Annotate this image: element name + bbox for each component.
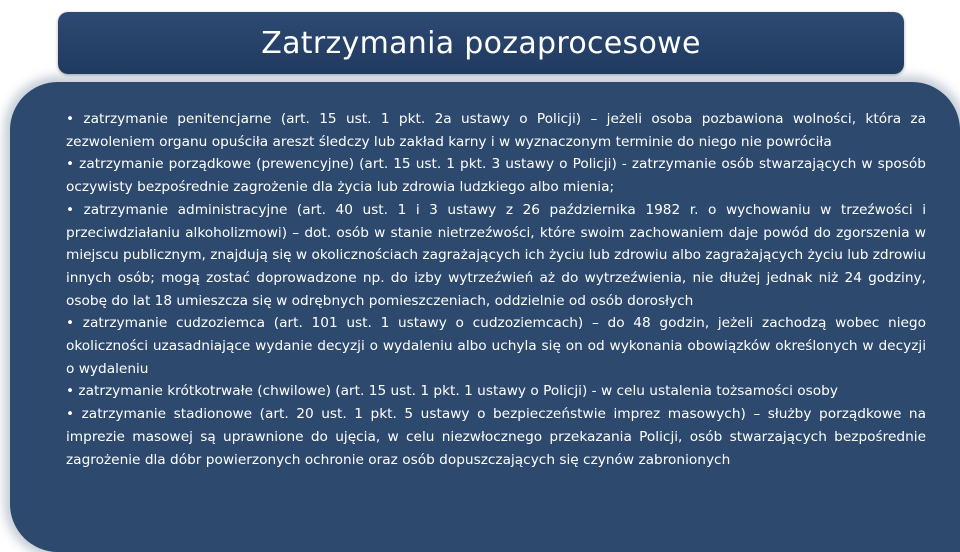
title-bar <box>58 12 904 74</box>
paragraph-zatrzymanie-cudzoziemca: • zatrzymanie cudzoziemca (art. 101 ust. 1 ustawy o cudzoziemcach) – do 48 godzin, jeżeli zachodzą wobec niego okoliczności uzasadniające wydanie decyzji o wydaleniu albo uchyla się on od wykonania obowiązków określonych w decyzji o wydaleniu <box>66 315 926 377</box>
paragraph-zatrzymanie-porzadkowe: • zatrzymanie porządkowe (prewencyjne) (art. 15 ust. 1 pkt. 3 ustawy o Policji) - zatrzymanie osób stwarzających w sposób oczywisty bezpośrednie zagrożenie dla życia lub zdrowia ludzkiego albo mienia; <box>66 156 926 196</box>
paragraph-zatrzymanie-administracyjne: • zatrzymanie administracyjne (art. 40 ust. 1 i 3 ustawy z 26 października 1982 r. o wychowaniu w trzeźwości i przeciwdziałaniu alkoholizmowi) – dot. osób w stanie nietrzeźwości, które swoim zachowaniem daje powód do zgorszenia w miejscu publicznym, znajdują się w okolicznościach zagrażających ich życiu lub zdrowiu albo zagrażających życiu lub zdrowiu innych osób; mogą zostać doprowadzone np. do izby wytrzeźwień aż do wytrzeźwienia, nie dłużej jednak niż 24 godziny, osobę do lat 18 umieszcza się w odrębnych pomieszczeniach, oddzielnie od osób dorosłych <box>66 201 926 309</box>
slide-title: Zatrzymania pozaprocesowe <box>261 25 701 61</box>
paragraph-zatrzymanie-penitencjarne: • zatrzymanie penitencjarne (art. 15 ust. 1 pkt. 2a ustawy o Policji) – jeżeli osoba pozbawiona wolności, która za zezwoleniem organu opuściła areszt śledczy lub zakład karny i w wyznaczonym terminie do niego nie powróciła <box>66 111 926 150</box>
paragraph-zatrzymanie-krotkotrwale: • zatrzymanie krótkotrwałe (chwilowe) (art. 15 ust. 1 pkt. 1 ustawy o Policji) - w celu ustalenia tożsamości osoby <box>66 383 838 400</box>
content-text-block <box>66 108 926 471</box>
paragraph-zatrzymanie-stadionowe: • zatrzymanie stadionowe (art. 20 ust. 1 pkt. 5 ustawy o bezpieczeństwie imprez masowych) – służby porządkowe na imprezie masowej są uprawnione do ujęcia, w celu niezwłocznego przekazania Policji, osób stwarzających bezpośrednie zagrożenie dla dóbr powierzonych ochronie oraz osób dopuszczających się czynów zabronionych <box>66 406 926 468</box>
